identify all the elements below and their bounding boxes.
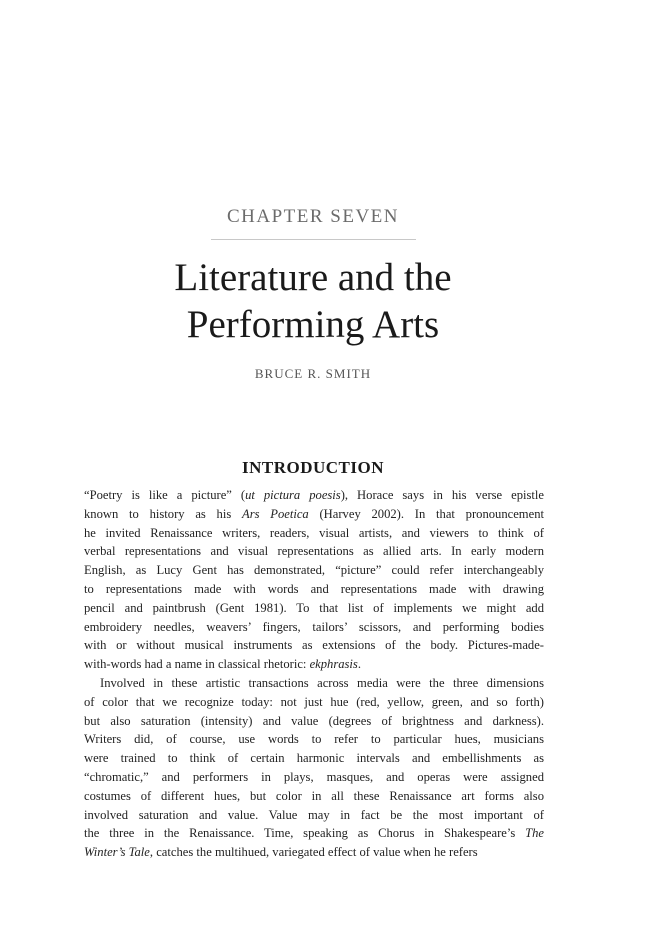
italic-text-run: Ars Poetica [242, 506, 309, 521]
text-run: Writers did, of course, use words to refer to particular hues, musicians [84, 732, 544, 747]
text-line [84, 486, 544, 505]
text-line [84, 693, 544, 712]
text-line [84, 636, 544, 655]
text-run: (Harvey 2002). In that pronouncement [308, 506, 544, 521]
text-run: to representations made with words and representations made with drawing [84, 581, 544, 596]
text-line [84, 542, 544, 561]
text-line [84, 843, 544, 862]
text-run: involved saturation and value. Value may in fact be the most important of [84, 807, 544, 822]
text-line [84, 787, 544, 806]
text-run: ), Horace says in his verse epistle [340, 488, 544, 502]
section-heading: INTRODUCTION [241, 458, 385, 477]
paragraph-1 [84, 486, 544, 674]
italic-text-run: ekphrasis [309, 657, 358, 672]
text-line [84, 618, 544, 637]
text-run: the three in the Renaissance. Time, speaking as Chorus in Shakespeare’s [84, 826, 526, 841]
text-line [84, 674, 544, 693]
text-run: costumes of different hues, but color in all these Renaissance art forms also [84, 788, 544, 803]
text-run: of color that we recognize today: not just hue (red, yellow, green, and so forth) [84, 694, 544, 709]
text-line [84, 655, 544, 674]
text-line [84, 599, 544, 618]
text-run: with-words had a name in classical rhetoric: [84, 657, 310, 672]
chapter-number: CHAPTER SEVEN [226, 206, 400, 227]
text-line [84, 749, 544, 768]
text-run: . [357, 657, 361, 672]
text-line [84, 806, 544, 825]
text-line [84, 505, 544, 524]
text-run: “chromatic,” and performers in plays, masques, and operas were assigned [84, 769, 544, 784]
chapter-author: BRUCE R. SMITH [254, 366, 372, 381]
text-run: pencil and paintbrush (Gent 1981). To that list of implements we might add [84, 600, 544, 615]
text-line [84, 524, 544, 543]
chapter-title [0, 254, 626, 348]
text-run: embroidery needles, weavers’ fingers, tailors’ scissors, and performing bodies [84, 619, 544, 634]
text-run: , catches the multihued, variegated effect of value when he refers [149, 845, 478, 860]
text-run: he invited Renaissance writers, readers, visual artists, and viewers to think of [84, 525, 544, 540]
text-run: were trained to think of certain harmonic intervals and embellishments as [84, 751, 544, 766]
paragraph-2 [84, 674, 544, 862]
italic-text-run: The [525, 826, 544, 841]
text-line [84, 730, 544, 749]
text-run: “Poetry is like a picture” ( [84, 488, 246, 502]
chapter-divider [211, 239, 416, 240]
text-run: but also saturation (intensity) and value (degrees of brightness and darkness). [84, 713, 544, 728]
body-text [84, 486, 544, 862]
italic-text-run: ut pictura poesis [245, 488, 341, 502]
text-run: with or without musical instruments as extensions of the body. Pictures-made- [84, 638, 544, 653]
italic-text-run: Winter’s Tale [84, 845, 150, 860]
text-run: known to history as his [84, 506, 243, 521]
chapter-title-line-1: Literature and the [174, 256, 452, 299]
chapter-title-line-2: Performing Arts [186, 303, 440, 346]
text-run: verbal representations and visual representations as allied arts. In early modern [84, 544, 544, 559]
text-line [84, 712, 544, 731]
text-line [84, 824, 544, 843]
text-line [84, 561, 544, 580]
text-line [84, 580, 544, 599]
text-line [84, 768, 544, 787]
text-run: Involved in these artistic transactions across media were the three dimensions [100, 675, 544, 690]
text-run: English, as Lucy Gent has demonstrated, “picture” could refer interchangeably [84, 563, 544, 578]
